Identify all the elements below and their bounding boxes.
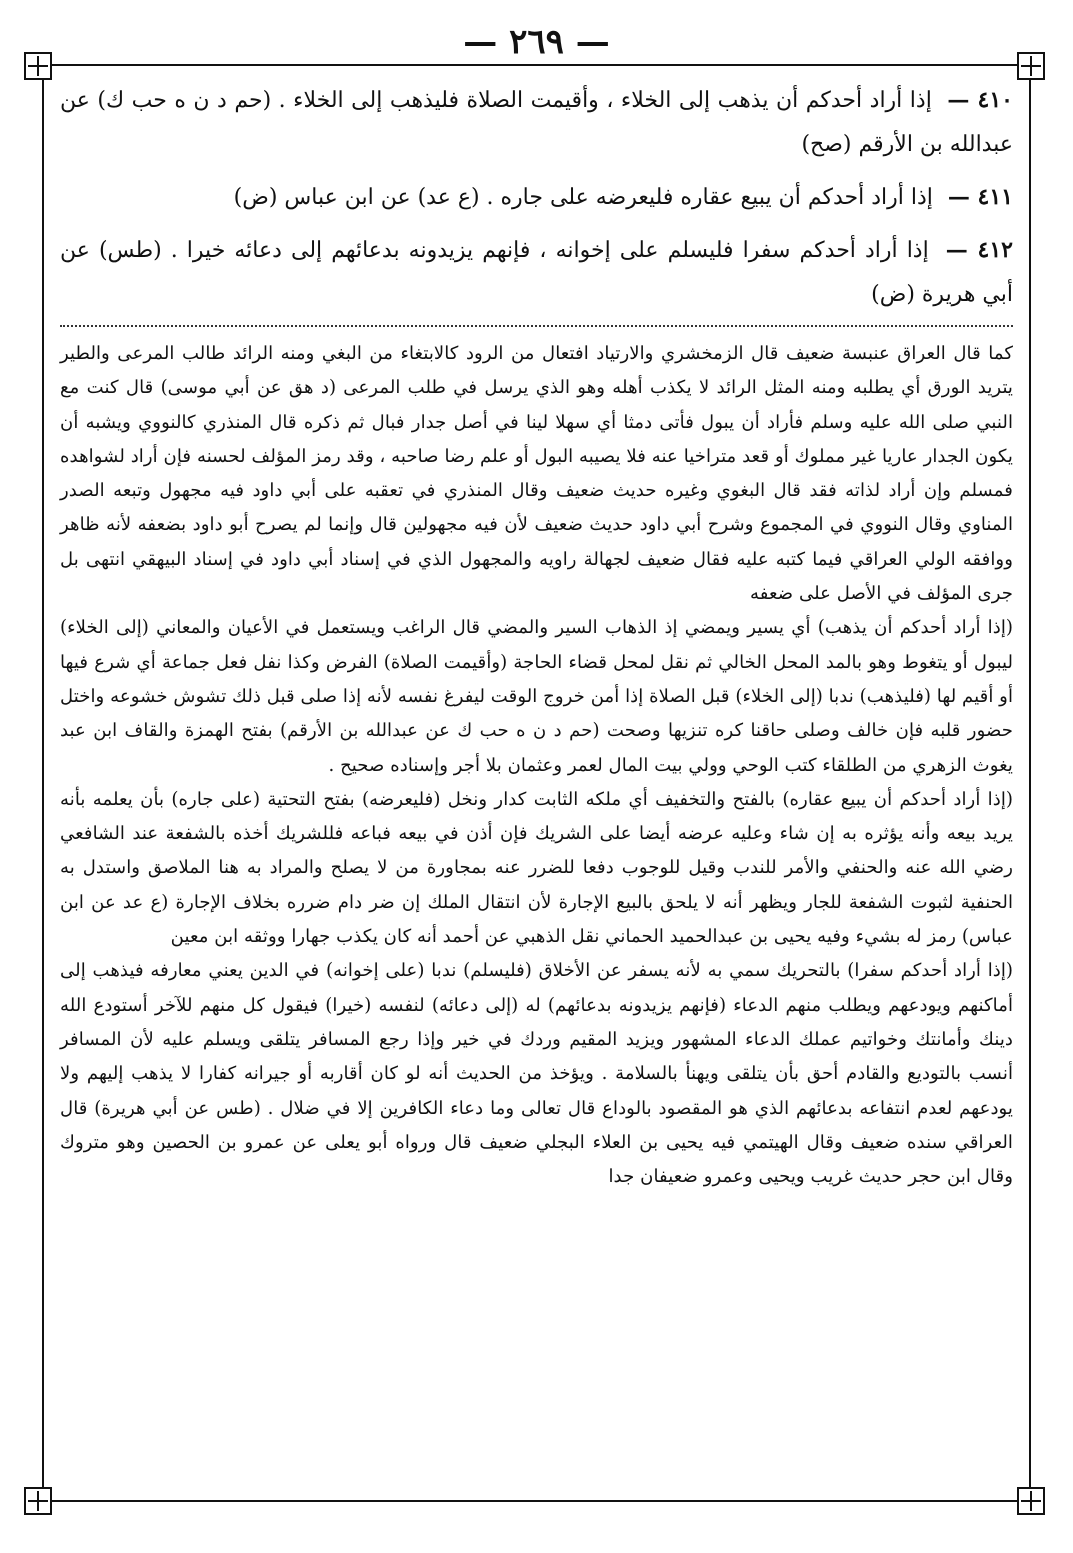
hadith-number: ٤١٠ — [947, 87, 1013, 113]
page-content [60, 78, 1013, 1194]
corner-ornament-bottom-right [1017, 1487, 1045, 1515]
frame-top-rule [36, 64, 1037, 66]
commentary-paragraph: (إذا أراد أحدكم أن يبيع عقاره) بالفتح والتخفيف أي ملكه الثابت كدار ونخل (فليعرضه) بفتح التحتية (على جاره) بأن يعلمه بأنه يريد بيعه وأنه يؤثره به إن شاء وعليه عرضه أيضا على الشريك فإن أذن في بيعه فباعه فللشريك أخذه بالشفعة عند الشافعي رضي الله عنه والحنفي والأمر للندب وقيل للوجوب دفعا للضرر عنه بمجاورة من لا يصلح والمراد به هنا الملاصق واستدل به الحنفية لثبوت الشفعة للجار ويظهر أنه لا يلحق بالبيع الإجارة لأن انتقال الملك إن ضر دام ضرره بخلاف الإجارة (ع عد عن ابن عباس) رمز له بشيء وفيه يحيى بن عبدالحميد الحماني نقل الذهبي عن أحمد أنه كان يكذب جهارا ووثقه ابن معين [60, 788, 1013, 948]
corner-ornament-bottom-left [24, 1487, 52, 1515]
hadith-entry [60, 78, 1013, 167]
frame-right-rule [1029, 64, 1031, 1502]
hadith-number: ٤١٢ — [945, 237, 1013, 263]
hadith-number: ٤١١ — [947, 184, 1013, 210]
corner-ornament-top-right [1017, 52, 1045, 80]
page-number: — ٢٦٩ — [463, 22, 610, 62]
hadith-text: إذا أراد أحدكم أن يذهب إلى الخلاء ، وأقيمت الصلاة فليذهب إلى الخلاء . (حم د ن ه حب ك) عن عبدالله بن الأرقم (صح) [60, 88, 1013, 157]
corner-ornament-top-left [24, 52, 52, 80]
hadith-text: إذا أراد أحدكم أن يبيع عقاره فليعرضه على جاره . (ع عد) عن ابن عباس (ض) [233, 185, 933, 210]
hadith-entry [60, 175, 1013, 220]
commentary-paragraph: (إذا أراد أحدكم سفرا) بالتحريك سمي به لأنه يسفر عن الأخلاق (فليسلم) ندبا (على إخوانه) في الدين يعني معارفه فيذهب إلى أماكنهم ويودعهم ويطلب منهم الدعاء (فإنهم يزيدونه بدعائهم) له (إلى دعائه) لنفسه (خيرا) فيقول كل منهم للآخر أستودع الله دينك وأمانتك وخواتيم عملك الدعاء المشهور ويزيد المقيم وردك في خير وإذا رجع المسافر يتلقى ويسلم عليه لأن المسافر أنسب بالتوديع والقادم أحق بأن يتلقى ويهنأ بالسلامة . ويؤخذ من الحديث أنه لو كان أقاربه أو جيرانه كفارا لا يذهب إليهم ولا يودعهم لعدم انتفاعه بدعائهم الذي هو المقصود بالوداع قال تعالى وما دعاء الكافرين إلا في ضلال . (طس عن أبي هريرة) قال العراقي سنده ضعيف وقال الهيتمي فيه يحيى بن العلاء البجلي ضعيف قال ورواه أبو يعلى عن عمرو بن الحصين وهو متروك وقال ابن حجر حديث غريب ويحيى وعمرو ضعيفان جدا [60, 960, 1013, 1188]
frame-left-rule [42, 64, 44, 1502]
commentary-section [60, 337, 1013, 1194]
hadith-text: إذا أراد أحدكم سفرا فليسلم على إخوانه ، فإنهم يزيدونه بدعائهم إلى دعائه خيرا . (طس) عن أبي هريرة (ض) [60, 238, 1013, 307]
frame-bottom-rule [36, 1500, 1037, 1502]
commentary-paragraph: كما قال العراق عنبسة ضعيف قال الزمخشري والارتياد افتعال من الرود كالابتغاء من البغي ومنه الرائد طالب المرعى والطير يتريد الورق أي يطلبه ومنه المثل الرائد لا يكذب أهله وهو الذي يرسل في طلب المرعى (د هق عن أبي موسى) قال كنت مع النبي صلى الله عليه وسلم فأراد أن يبول فأتى دمثا أي سهلا لينا في أصل جدار فبال ثم ذكره قال المنذري كالنووي ويشبه أن يكون الجدار عاريا غير مملوك أو قعد متراخيا عنه فلا يصيبه البول أو علم رضا صاحبه ، وقد رمز المؤلف لحسنه فإن أراد لشواهده فمسلم وإن أراد لذاته فقد قال البغوي وغيره حديث ضعيف وقال المنذري في تعقبه على أبي داود فيه مجهول وتبعه الصدر المناوي وقال النووي في المجموع وشرح أبي داود حديث ضعيف لأن فيه مجهولين قال وإنما لم يصرح أبو داود بضعفه لأنه ظاهر ووافقه الولي العراقي فيما كتبه عليه فقال ضعيف لجهالة راويه والمجهول الذي في إسناد أبي داود في إسناد البيهقي انتهى بل جرى المؤلف في الأصل على ضعفه [60, 343, 1013, 605]
dotted-divider [60, 325, 1013, 327]
commentary-paragraph: (إذا أراد أحدكم أن يذهب) أي يسير ويمضي إذ الذهاب السير والمضي قال الراغب ويستعمل في الأعيان والمعاني (إلى الخلاء) ليبول أو يتغوط وهو بالمد المحل الخالي ثم نقل لمحل قضاء الحاجة (وأقيمت الصلاة) الفرض وكذا نفل فعل جماعة أي شرع فيها أو أقيم لها (فليذهب) ندبا (إلى الخلاء) قبل الصلاة إذا أمن خروج الوقت ليفرغ نفسه لأنه إذا صلى قبل ذلك تشوش خشوعه واختل حضور قلبه فإن خالف وصلى حاقنا كره تنزيها وصحت (حم د ن ه حب ك عن عبدالله بن الأرقم) بفتح الهمزة والقاف ابن عبد يغوث الزهري من الطلقاء كتب الوحي وولي بيت المال لعمر وعثمان بلا أجر وإسناده صحيح . [60, 617, 1013, 776]
hadith-entry [60, 228, 1013, 317]
